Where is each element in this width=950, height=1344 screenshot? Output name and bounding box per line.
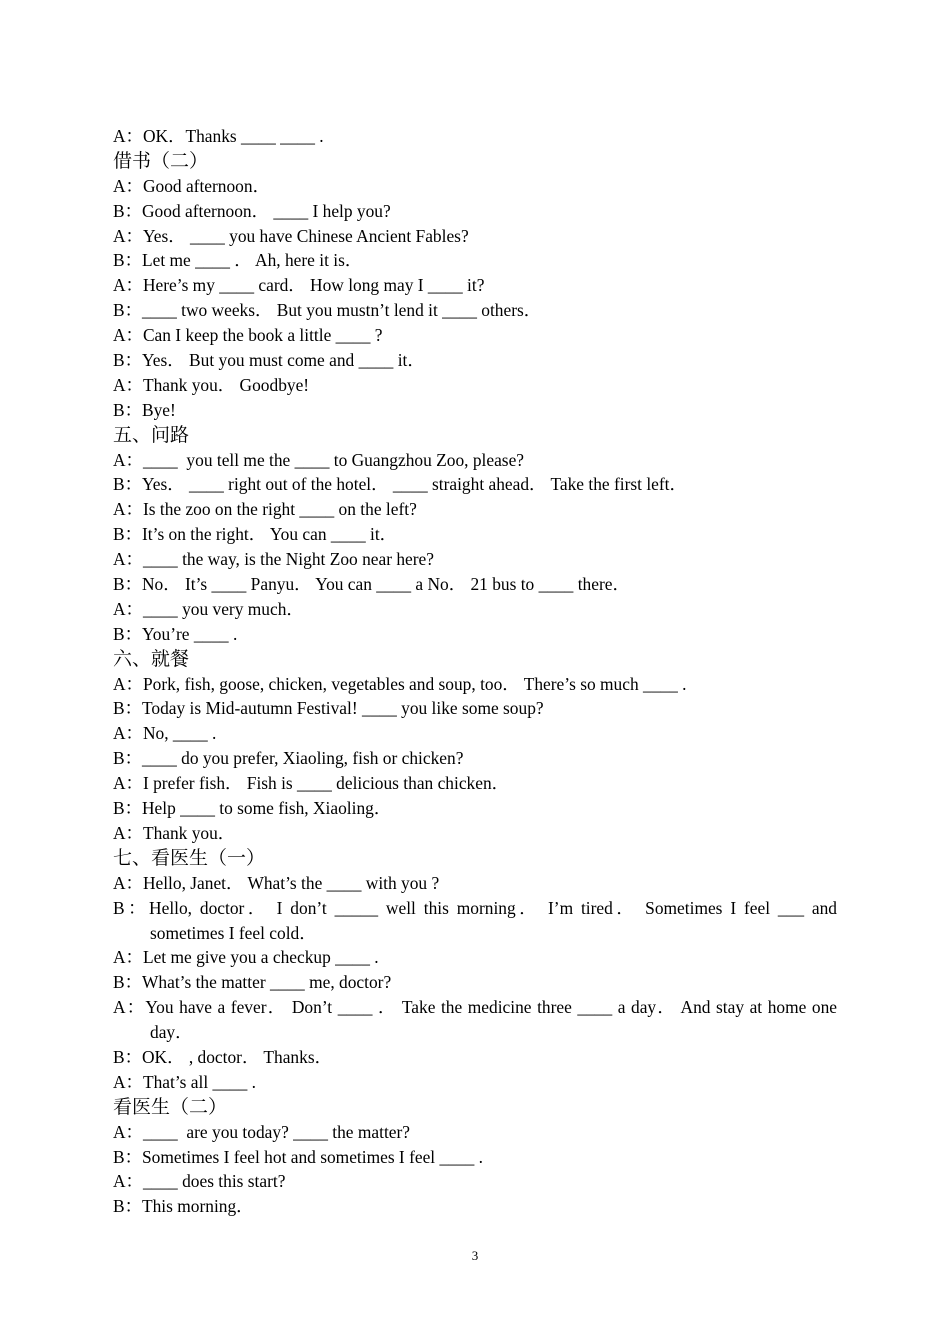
dialogue-line: B：Bye! xyxy=(113,399,176,420)
dialogue-line: A：____ the way, is the Night Zoo near here? xyxy=(113,549,434,570)
page-number: 3 xyxy=(471,1248,479,1263)
dialogue-line: A：Thank you． xyxy=(113,822,236,843)
dialogue-line: B：____ do you prefer, Xiaoling, fish or chicken? xyxy=(113,748,464,769)
dialogue-line: B：Yes． ____ right out of the hotel． ____ straight ahead． Take the first left． xyxy=(113,474,687,495)
section-heading: 借书（二） xyxy=(113,149,209,172)
dialogue-line: A：Pork, fish, goose, chicken, vegetables and soup, too． There’s so much ____ . xyxy=(113,673,687,694)
dialogue-line: B：Help ____ to some fish, Xiaoling． xyxy=(113,798,392,819)
dialogue-line: B：You’re ____ . xyxy=(113,623,238,644)
dialogue-line: B：Good afternoon． ____ I help you? xyxy=(113,200,391,221)
dialogue-line: A：Here’s my ____ card． How long may I ____ it? xyxy=(113,275,485,296)
dialogue-line: A：____ are you today? ____ the matter? xyxy=(113,1121,410,1142)
section-heading: 看医生（二） xyxy=(113,1095,228,1118)
dialogue-line: A：Thank you． Goodbye! xyxy=(113,374,310,395)
dialogue-line: A：____ you tell me the ____ to Guangzhou Zoo, please? xyxy=(113,449,525,470)
dialogue-line: B：OK． , doctor． Thanks． xyxy=(113,1047,332,1068)
dialogue-line: B：What’s the matter ____ me, doctor? xyxy=(113,972,392,993)
document-page xyxy=(113,124,837,1219)
dialogue-line: B：It’s on the right． You can ____ it． xyxy=(113,524,398,545)
dialogue-line: A：That’s all ____ . xyxy=(113,1071,256,1092)
dialogue-line: B：Yes． But you must come and ____ it． xyxy=(113,350,425,371)
dialogue-line: B：This morning． xyxy=(113,1196,254,1217)
dialogue-line: A：Is the zoo on the right ____ on the left? xyxy=(113,499,417,520)
dialogue-line: A：I prefer fish． Fish is ____ delicious than chicken． xyxy=(113,773,510,794)
section-heading: 七、看医生（一） xyxy=(113,846,266,869)
section-heading: 五、问路 xyxy=(113,423,190,446)
dialogue-line: B：Sometimes I feel hot and sometimes I feel ____ . xyxy=(113,1146,483,1167)
dialogue-line: A：OK．Thanks ____ ____ . xyxy=(113,126,324,146)
dialogue-line: A：____ does this start? xyxy=(113,1171,286,1192)
dialogue-line: B：Let me ____ ． Ah, here it is． xyxy=(113,250,363,271)
section-heading: 六、就餐 xyxy=(113,647,190,670)
dialogue-line: A：Can I keep the book a little ____ ? xyxy=(113,325,383,346)
dialogue-line: A：Let me give you a checkup ____ . xyxy=(113,947,379,968)
dialogue-line: A：Good afternoon． xyxy=(113,175,270,196)
dialogue-line: A：Hello, Janet． What’s the ____ with you ? xyxy=(113,872,440,893)
dialogue-line: B：No． It’s ____ Panyu． You can ____ a No． 21 bus to ____ there． xyxy=(113,574,630,595)
dialogue-line: A：____ you very much． xyxy=(113,598,304,619)
dialogue-line: B：Today is Mid-autumn Festival! ____ you like some soup? xyxy=(113,698,544,719)
dialogue-line: B：____ two weeks． But you mustn’t lend it ____ others． xyxy=(113,300,542,321)
dialogue-line: B：Hello, doctor． I don’t _____ well this morning． I’m tired． Sometimes I feel ___ and sometimes I feel cold． xyxy=(113,897,837,943)
dialogue-line: A：No, ____ . xyxy=(113,723,217,744)
dialogue-line: A：Yes． ____ you have Chinese Ancient Fables? xyxy=(113,225,469,246)
dialogue-line: A：You have a fever． Don’t ____ ． Take the medicine three ____ a day． And stay at home one day． xyxy=(113,997,837,1043)
